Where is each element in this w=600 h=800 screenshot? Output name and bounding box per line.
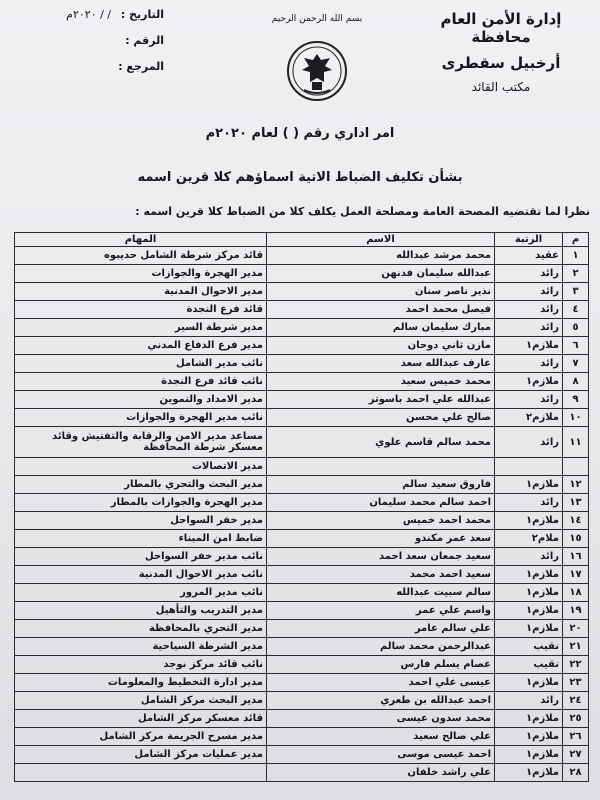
row-name: مازن ثاني دوحان	[267, 337, 495, 355]
table-row	[15, 409, 589, 427]
row-number: ٢١	[563, 638, 589, 656]
row-rank: رائد	[495, 494, 563, 512]
row-name: عبدالرحمن محمد سالم	[267, 638, 495, 656]
table-row	[15, 764, 589, 782]
table-row	[15, 728, 589, 746]
table-row	[15, 301, 589, 319]
row-name: سعيد جمعان سعد احمد	[267, 548, 495, 566]
order-subject: بشأن تكليف الضباط الاتية اسماؤهم كلا قرين اسمه	[137, 170, 463, 185]
row-name: عصام يسلم فارس	[267, 656, 495, 674]
row-task: نائب قائد مركز نوجد	[15, 656, 267, 674]
row-rank: ملازم١	[495, 373, 563, 391]
row-rank: رائد	[495, 265, 563, 283]
table-row	[15, 265, 589, 283]
row-number: ٩	[563, 391, 589, 409]
row-name: عيسى علي احمد	[267, 674, 495, 692]
table-row	[15, 373, 589, 391]
header-task: المهام	[15, 233, 267, 247]
row-number: ٢٧	[563, 746, 589, 764]
table-row	[15, 476, 589, 494]
row-name: صالح علي محسن	[267, 409, 495, 427]
table-header-row	[15, 233, 589, 247]
row-task	[15, 764, 267, 782]
row-task: مدير التدريب والتأهيل	[15, 602, 267, 620]
row-rank: رائد	[495, 283, 563, 301]
row-number: ١٩	[563, 602, 589, 620]
row-task: نائب مدير الهجرة والجوازات	[15, 409, 267, 427]
row-number: ١١	[563, 427, 589, 458]
row-rank: ملازم١	[495, 476, 563, 494]
row-rank: رائد	[495, 319, 563, 337]
table-row	[15, 656, 589, 674]
table-row	[15, 355, 589, 373]
org-line-1: إدارة الأمن العام محافظة	[440, 10, 562, 46]
row-number: ١٨	[563, 584, 589, 602]
row-name: فاروق سعيد سالم	[267, 476, 495, 494]
header-num: م	[563, 233, 589, 247]
table-row	[15, 620, 589, 638]
row-task: مدير الهجرة والجوازات بالمطار	[15, 494, 267, 512]
reference-block	[14, 8, 164, 86]
row-rank: ملازم١	[495, 620, 563, 638]
row-number: ٢٠	[563, 620, 589, 638]
table-row	[15, 427, 589, 458]
row-task: مدير مسرح الجريمة مركز الشامل	[15, 728, 267, 746]
row-rank: رائد	[495, 301, 563, 319]
row-task: مدير البحث مركز الشامل	[15, 692, 267, 710]
table-row	[15, 283, 589, 301]
row-rank: رائد	[495, 548, 563, 566]
table-row	[15, 247, 589, 265]
row-name: احمد سالم محمد سليمان	[267, 494, 495, 512]
row-task: مدير الامداد والتموين	[15, 391, 267, 409]
table-row	[15, 602, 589, 620]
table-row	[15, 548, 589, 566]
order-intro: نظرا لما تقتضيه المصحة العامة ومصلحة العمل يكلف كلا من الضباط كلا قرين اسمه :	[135, 205, 590, 218]
row-number: ٢٥	[563, 710, 589, 728]
row-number: ٧	[563, 355, 589, 373]
row-number: ٢	[563, 265, 589, 283]
row-rank: رائد	[495, 355, 563, 373]
row-number: ٤	[563, 301, 589, 319]
row-name: سعيد احمد محمد	[267, 566, 495, 584]
row-name: عبدالله سليمان فدنهن	[267, 265, 495, 283]
row-task: قائد مركز شرطة الشامل حديبوه	[15, 247, 267, 265]
row-rank: ملازم١	[495, 764, 563, 782]
table-row	[15, 746, 589, 764]
row-number: ٢٨	[563, 764, 589, 782]
table-row	[15, 530, 589, 548]
row-number: ٨	[563, 373, 589, 391]
row-name: سعد عمر مكندو	[267, 530, 495, 548]
order-title: امر اداري رقم ( ) لعام ٢٠٢٠م	[205, 126, 395, 141]
reference-row	[14, 60, 164, 86]
row-rank: ملازم١	[495, 710, 563, 728]
row-task: نائب قائد فرع النجدة	[15, 373, 267, 391]
row-number: ١٢	[563, 476, 589, 494]
row-task: مدير الاحوال المدنية	[15, 283, 267, 301]
table-row	[15, 512, 589, 530]
row-rank: نقيب	[495, 638, 563, 656]
row-number: ٥	[563, 319, 589, 337]
row-name: مبارك سليمان سالم	[267, 319, 495, 337]
row-rank: ملازم١	[495, 728, 563, 746]
row-number: ١٣	[563, 494, 589, 512]
date-row	[14, 8, 164, 34]
row-number: ١	[563, 247, 589, 265]
row-rank: رائد	[495, 692, 563, 710]
row-name: واسم علي عمر	[267, 602, 495, 620]
row-name: محمد سالم قاسم علوي	[267, 427, 495, 458]
reference-label: المرجع :	[118, 60, 164, 73]
row-name: علي راشد خلفان	[267, 764, 495, 782]
row-name: محمد سدون عيسى	[267, 710, 495, 728]
date-value: / / ٢٠٢٠م	[66, 8, 112, 21]
header-name: الاسم	[267, 233, 495, 247]
row-number: ٢٣	[563, 674, 589, 692]
row-rank: ملازم١	[495, 566, 563, 584]
organization-header	[416, 10, 586, 94]
row-task: قائد فرع النجدة	[15, 301, 267, 319]
row-number: ١٧	[563, 566, 589, 584]
row-task: مدير الهجرة والجوازات	[15, 265, 267, 283]
row-name: علي صالح سعيد	[267, 728, 495, 746]
officers-table-body	[15, 247, 589, 782]
row-task: مدير فرع الدفاع المدني	[15, 337, 267, 355]
row-number: ٢٦	[563, 728, 589, 746]
row-task: مدير البحث والتحري بالمطار	[15, 476, 267, 494]
row-name: احمد عبدالله بن طعري	[267, 692, 495, 710]
row-task: مدير خفر السواحل	[15, 512, 267, 530]
row-name: محمد مرشد عبدالله	[267, 247, 495, 265]
date-label: التاريخ :	[120, 8, 164, 21]
row-number: ١٥	[563, 530, 589, 548]
officers-table	[14, 232, 589, 782]
row-rank: ملازم١	[495, 337, 563, 355]
row-name: علي سالم عامر	[267, 620, 495, 638]
row-task: مدير الاتصالات	[15, 458, 267, 476]
row-rank: رائد	[495, 427, 563, 458]
row-task: مدير الشرطة السياحية	[15, 638, 267, 656]
table-row	[15, 584, 589, 602]
row-name: عارف عبدالله سعد	[267, 355, 495, 373]
row-rank: نقيب	[495, 656, 563, 674]
row-name: محمد خميس سعيد	[267, 373, 495, 391]
org-line-3: مكتب القائد	[471, 80, 531, 94]
row-name: نذير ناصر سنان	[267, 283, 495, 301]
header-rank: الرتبة	[495, 233, 563, 247]
row-number: ١٤	[563, 512, 589, 530]
table-row	[15, 391, 589, 409]
row-task: مساعد مدير الامن والرقابة والتفتيش وقائد معسكر شرطة المحافظة	[15, 427, 267, 458]
row-name: سالم سبيت عبدالله	[267, 584, 495, 602]
row-task: مدير التحري بالمحافظة	[15, 620, 267, 638]
row-number: ٦	[563, 337, 589, 355]
row-rank: ملازم٢	[495, 409, 563, 427]
row-rank: ملازم١	[495, 674, 563, 692]
row-number: ٢٢	[563, 656, 589, 674]
table-row	[15, 638, 589, 656]
row-name: محمد احمد خميس	[267, 512, 495, 530]
row-rank: ملام٢	[495, 530, 563, 548]
row-task: نائب مدير خفر السواحل	[15, 548, 267, 566]
table-row	[15, 319, 589, 337]
row-rank: عقيد	[495, 247, 563, 265]
row-task: نائب مدير المرور	[15, 584, 267, 602]
row-rank: ملازم١	[495, 746, 563, 764]
row-number: ٢٤	[563, 692, 589, 710]
row-rank: ملازم١	[495, 512, 563, 530]
table-row	[15, 692, 589, 710]
row-rank: ملازم١	[495, 584, 563, 602]
table-row	[15, 494, 589, 512]
row-name: فيصل محمد احمد	[267, 301, 495, 319]
row-task: مدير ادارة التخطيط والمعلومات	[15, 674, 267, 692]
republic-eagle-emblem-icon	[286, 40, 348, 102]
table-row	[15, 674, 589, 692]
table-row	[15, 337, 589, 355]
row-task: ضابط امن الميناء	[15, 530, 267, 548]
row-number: ١٠	[563, 409, 589, 427]
basmala: بسم الله الرحمن الرحيم	[271, 14, 363, 24]
ref-number-row	[14, 34, 164, 60]
row-rank	[495, 458, 563, 476]
row-task: نائب مدير الاحوال المدنية	[15, 566, 267, 584]
row-number	[563, 458, 589, 476]
row-name	[267, 458, 495, 476]
row-rank: رائد	[495, 391, 563, 409]
row-rank: ملازم١	[495, 602, 563, 620]
row-name: عبدالله علي احمد باسوتر	[267, 391, 495, 409]
row-name: احمد عيسى موسى	[267, 746, 495, 764]
row-task: مدير شرطة السير	[15, 319, 267, 337]
table-row	[15, 566, 589, 584]
row-task: قائد معسكر مركز الشامل	[15, 710, 267, 728]
table-row	[15, 458, 589, 476]
org-line-2: أرخبيل سقطرى	[441, 54, 561, 72]
ref-number-label: الرقم :	[125, 34, 164, 47]
row-number: ١٦	[563, 548, 589, 566]
row-task: مدير عمليات مركز الشامل	[15, 746, 267, 764]
row-number: ٣	[563, 283, 589, 301]
table-row	[15, 710, 589, 728]
row-task: نائب مدير الشامل	[15, 355, 267, 373]
